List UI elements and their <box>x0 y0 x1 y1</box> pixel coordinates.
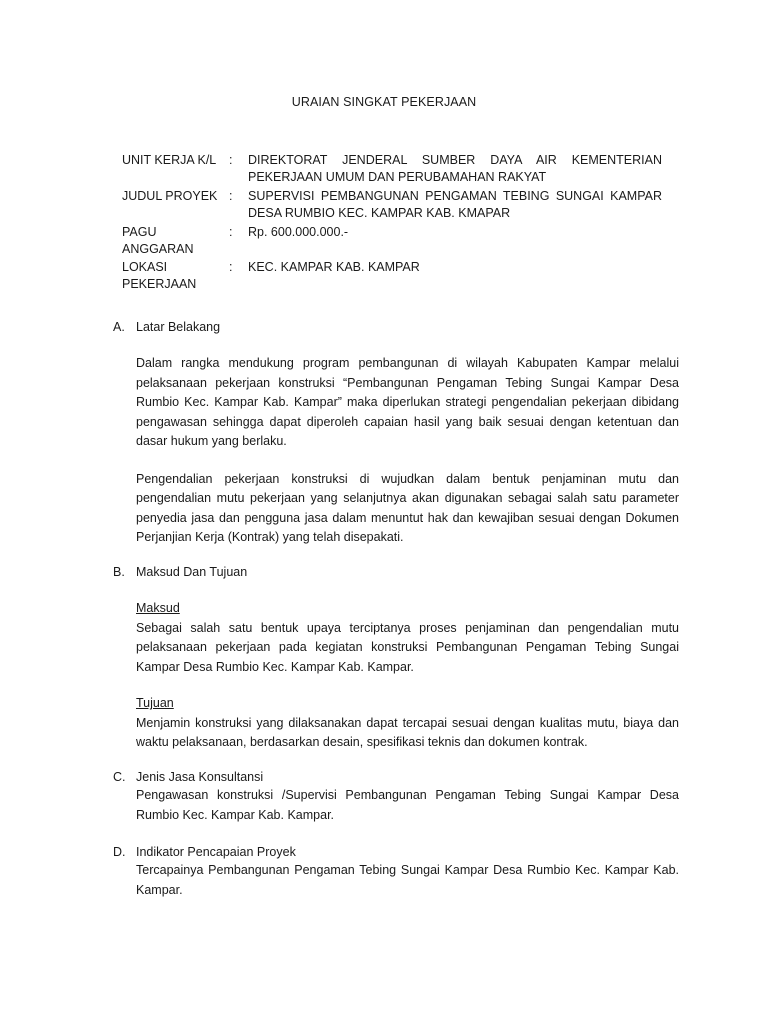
subsection-title-tujuan: Tujuan <box>136 696 174 710</box>
info-value: Rp. 600.000.000.- <box>248 225 349 239</box>
document-title: URAIAN SINGKAT PEKERJAAN <box>291 95 477 109</box>
section-c-body <box>136 786 679 825</box>
section-b-body <box>136 599 679 753</box>
info-row-pagu-anggaran <box>122 224 662 259</box>
info-label: UNIT KERJA K/L <box>122 153 217 167</box>
subsection-title-maksud: Maksud <box>136 601 180 615</box>
section-a-heading <box>113 318 220 336</box>
section-letter: D. <box>113 845 126 859</box>
info-colon: : <box>229 225 233 239</box>
section-title: Maksud Dan Tujuan <box>136 565 248 579</box>
paragraph: Menjamin konstruksi yang dilaksanakan dapat tercapai sesuai dengan kualitas mutu, biaya dan waktu pelaksanaan, berdasarkan desain, spesifikasi teknis dan dokumen kontrak. <box>136 715 679 749</box>
info-row-unit-kerja <box>122 152 662 188</box>
section-a-body <box>136 354 679 548</box>
paragraph: Tercapainya Pembangunan Pengaman Tebing Sungai Kampar Desa Rumbio Kec. Kampar Kab. Kampar. <box>136 863 679 897</box>
info-label: JUDUL PROYEK <box>122 189 218 203</box>
paragraph: Sebagai salah satu bentuk upaya terciptanya proses penjaminan dan pengendalian mutu pelaksanaan pekerjaan pada kegiatan konstruksi Pembangunan Pengaman Tebing Sungai Kampar Desa Rumbio Kec. Kampar Kab. Kampar. <box>136 620 679 674</box>
section-title: Indikator Pencapaian Proyek <box>136 845 296 859</box>
info-value: KEC. KAMPAR KAB. KAMPAR <box>248 260 420 274</box>
section-letter: B. <box>113 565 125 579</box>
paragraph: Dalam rangka mendukung program pembangunan di wilayah Kabupaten Kampar melalui pelaksanaan pekerjaan konstruksi “Pembangunan Pengaman Tebing Sungai Kampar Desa Rumbio Kec. Kampar Kab. Kampar” maka diperlukan strategi pengendalian pekerjaan dibidang pengawasan sehingga dapat diperoleh capaian hasil yang baik sesuai dengan ketentuan dan dasar hukum yang berlaku. <box>136 356 679 448</box>
info-table <box>122 152 662 295</box>
paragraph: Pengendalian pekerjaan konstruksi di wujudkan dalam bentuk penjaminan mutu dan pengendalian mutu pekerjaan yang selanjutnya akan digunakan sebagai salah satu parameter penyedia jasa dan pengguna jasa dalam menuntut hak dan kewajiban sesuai dengan Dokumen Perjanjian Kerja (Kontrak) yang telah disepakati. <box>136 471 679 544</box>
section-b-heading <box>113 563 247 581</box>
section-d-body <box>136 861 679 900</box>
section-letter: C. <box>113 770 126 784</box>
info-colon: : <box>229 260 233 274</box>
info-value: SUPERVISI PEMBANGUNAN PENGAMAN TEBING SUNGAI KAMPAR DESA RUMBIO KEC. KAMPAR KAB. KMAPAR <box>248 189 662 220</box>
section-title: Jenis Jasa Konsultansi <box>136 770 264 784</box>
section-d-heading <box>113 843 296 861</box>
section-letter: A. <box>113 320 125 334</box>
section-title: Latar Belakang <box>136 320 221 334</box>
info-label: PAGU ANGGARAN <box>122 225 194 256</box>
info-value: DIREKTORAT JENDERAL SUMBER DAYA AIR KEMENTERIAN PEKERJAAN UMUM DAN PERUBAMAHAN RAKYAT <box>248 153 662 184</box>
info-colon: : <box>229 153 233 167</box>
info-row-lokasi-pekerjaan <box>122 259 662 295</box>
info-row-judul-proyek <box>122 188 662 224</box>
info-colon: : <box>229 189 233 203</box>
info-label: LOKASI PEKERJAAN <box>122 260 197 291</box>
section-c-heading <box>113 768 263 786</box>
paragraph: Pengawasan konstruksi /Supervisi Pembangunan Pengaman Tebing Sungai Kampar Desa Rumbio Kec. Kampar Kab. Kampar. <box>136 788 679 822</box>
